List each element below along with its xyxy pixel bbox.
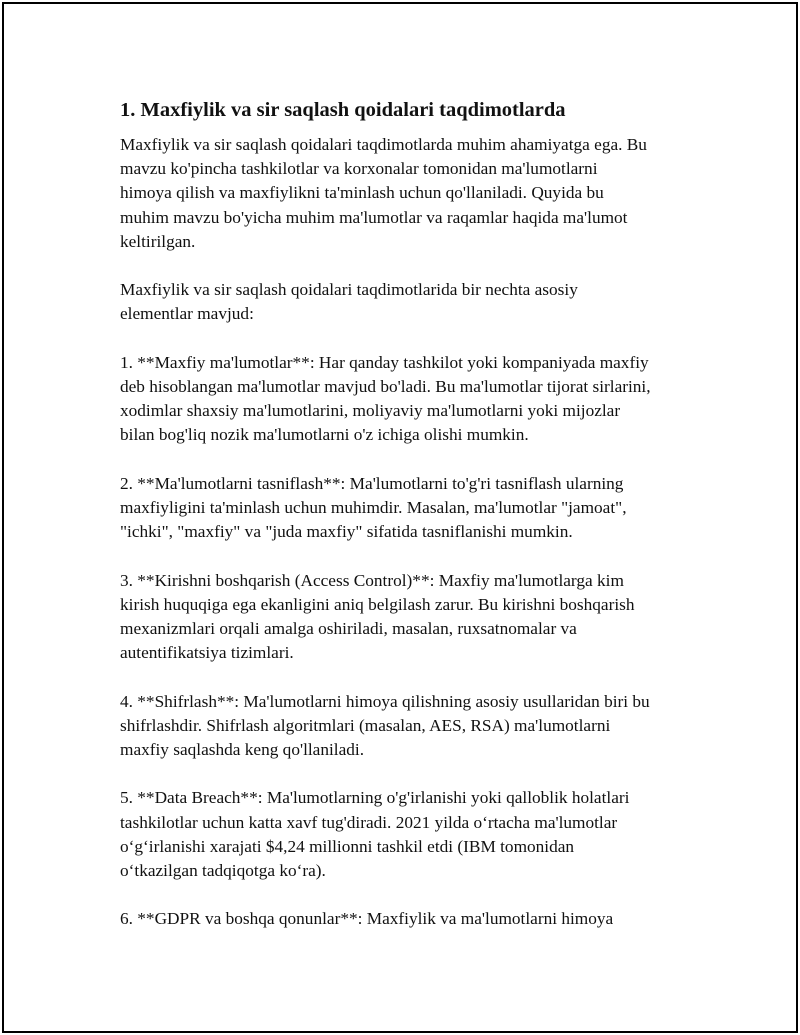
list-item-gdpr: 6. **GDPR va boshqa qonunlar**: Maxfiylik va ma'lumotlarni himoya [120, 909, 614, 929]
intro-paragraph: Maxfiylik va sir saqlash qoidalari taqdimotlarda muhim ahamiyatga ega. Bu mavzu ko'pincha tashkilotlar va korxonalar tomonidan ma'lumotlarni himoya qilish va maxfiylikni ta'minlash uchun qo'llaniladi. Quyida bu muhim mavzu bo'yicha muhim ma'lumotlar va raqamlar haqida ma'lumot keltirilgan. [120, 135, 647, 251]
document-page [2, 2, 798, 1033]
list-item-access-control: 3. **Kirishni boshqarish (Access Control)**: Maxfiy ma'lumotlarga kim kirish huquqiga ega ekanligini aniq belgilash zarur. Bu kirishni boshqarish mexanizmlari orqali amalga oshiriladi, masalan, ruxsatnomalar va autentifikatsiya tizimlari. [120, 570, 635, 663]
document-body [120, 96, 710, 956]
list-item-data-classification: 2. **Ma'lumotlarni tasniflash**: Ma'lumotlarni to'g'ri tasniflash ularning maxfiyligini ta'minlash uchun muhimdir. Masalan, ma'lumotlar "jamoat", "ichki", "maxfiy" va "juda maxfiy" sifatida tasniflanishi mumkin. [120, 473, 627, 542]
document-title: 1. Maxfiylik va sir saqlash qoidalari taqdimotlarda [120, 99, 566, 121]
list-item-data-breach: 5. **Data Breach**: Ma'lumotlarning o'g'irlanishi yoki qalloblik holatlari tashkilotlar uchun katta xavf tug'diradi. 2021 yilda o‘rtacha ma'lumotlar o‘g‘irlanishi xarajati $4,24 millionni tashkil etdi (IBM tomonidan o‘tkazilgan tadqiqotga ko‘ra). [120, 788, 630, 880]
elements-intro-paragraph: Maxfiylik va sir saqlash qoidalari taqdimotlarida bir nechta asosiy elementlar mavjud: [120, 280, 578, 324]
list-item-confidential-data: 1. **Maxfiy ma'lumotlar**: Har qanday tashkilot yoki kompaniyada maxfiy deb hisoblangan ma'lumotlar mavjud bo'ladi. Bu ma'lumotlar tijorat sirlarini, xodimlar shaxsiy ma'lumotlarini, moliyaviy ma'lumotlarni yoki mijozlar bilan bog'liq nozik ma'lumotlarni o'z ichiga olishi mumkin. [120, 352, 651, 445]
list-item-encryption: 4. **Shifrlash**: Ma'lumotlarni himoya qilishning asosiy usullaridan biri bu shifrlashdir. Shifrlash algoritmlari (masalan, AES, RSA) ma'lumotlarni maxfiy saqlashda keng qo'llaniladi. [120, 691, 650, 759]
